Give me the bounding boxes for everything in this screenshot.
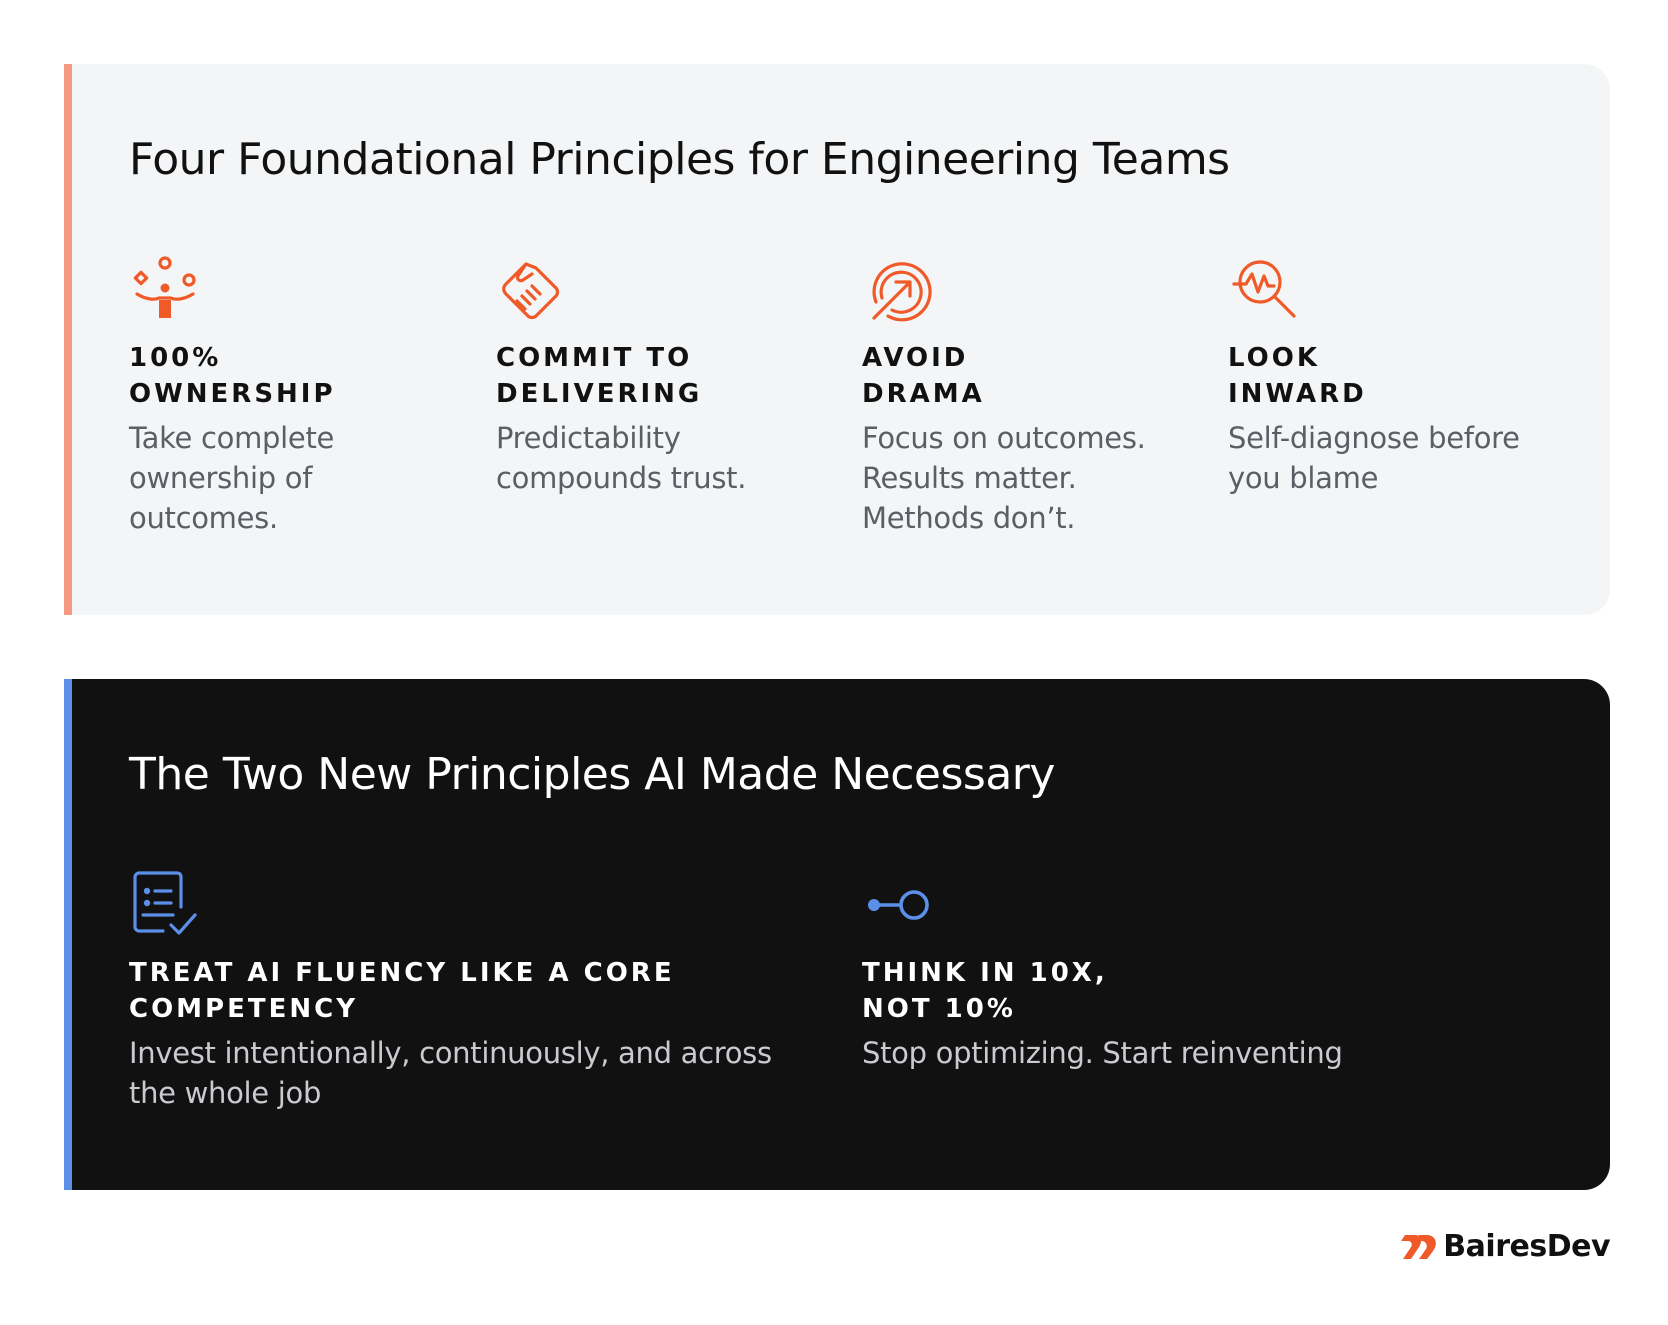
principle-title: COMMIT TO DELIVERING bbox=[496, 343, 703, 409]
arrow-target-icon bbox=[862, 254, 934, 326]
principle-description: Self-diagnose before you blame bbox=[1228, 421, 1520, 495]
foundational-principles-title: Four Foundational Principles for Engineering Teams bbox=[129, 134, 1230, 185]
principle-description: Take complete ownership of outcomes. bbox=[129, 421, 335, 535]
diagnose-magnifier-icon bbox=[1228, 254, 1300, 326]
foundational-principles-card bbox=[64, 64, 1610, 615]
principle-title: TREAT AI FLUENCY LIKE A CORE COMPETENCY bbox=[129, 958, 675, 1024]
ai-principles-card bbox=[64, 679, 1610, 1190]
principle-description: Stop optimizing. Start reinventing bbox=[862, 1036, 1343, 1070]
principle-title: LOOK INWARD bbox=[1228, 343, 1367, 409]
principle-commit-to-delivering bbox=[496, 254, 796, 498]
principle-avoid-drama bbox=[862, 254, 1182, 538]
bairesdev-logo-mark bbox=[1401, 1231, 1437, 1263]
principle-description: Invest intentionally, continuously, and across the whole job bbox=[129, 1036, 772, 1110]
principle-description: Predictability compounds trust. bbox=[496, 421, 747, 495]
principle-ai-fluency bbox=[129, 869, 789, 1113]
principle-title: 100% OWNERSHIP bbox=[129, 343, 336, 409]
principle-description: Focus on outcomes. Results matter. Methods don’t. bbox=[862, 421, 1146, 535]
principle-look-inward bbox=[1228, 254, 1568, 498]
toggle-connector-icon bbox=[862, 869, 934, 941]
checklist-icon bbox=[129, 869, 201, 941]
ownership-icon bbox=[129, 254, 201, 326]
principle-title: THINK IN 10X, NOT 10% bbox=[862, 958, 1108, 1024]
handshake-icon bbox=[496, 254, 568, 326]
principle-title: AVOID DRAMA bbox=[862, 343, 985, 409]
brand-name: BairesDev bbox=[1443, 1229, 1610, 1264]
bairesdev-logo bbox=[1401, 1229, 1610, 1264]
principle-ownership bbox=[129, 254, 429, 538]
principle-think-10x bbox=[862, 869, 1502, 1073]
ai-principles-title: The Two New Principles AI Made Necessary bbox=[129, 749, 1055, 800]
